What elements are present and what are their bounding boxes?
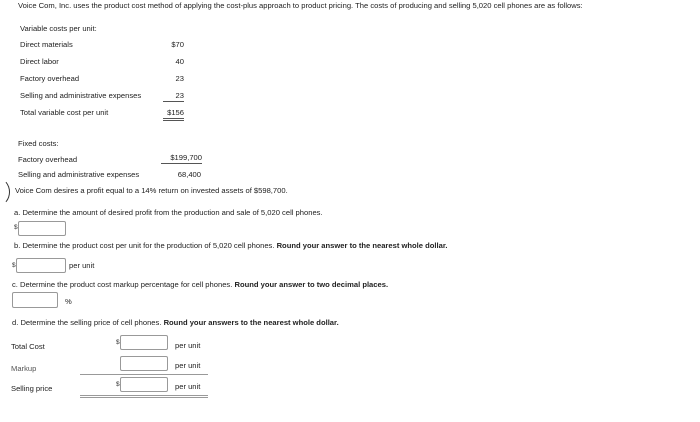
fixed-costs-heading: Fixed costs: <box>18 139 59 148</box>
part-b-dollar: $ <box>12 262 16 269</box>
part-d-instruction: Round your answers to the nearest whole dollar. <box>163 318 339 327</box>
fixed-cost-label: Selling and administrative expenses <box>18 170 140 179</box>
part-c-question-text: c. Determine the product cost markup percentage for cell phones. <box>12 280 233 289</box>
fixed-cost-label: Factory overhead <box>18 155 78 164</box>
total-cost-label: Total Cost <box>11 342 45 351</box>
markup-underline <box>80 374 208 375</box>
part-b-question <box>14 241 447 250</box>
variable-costs-heading: Variable costs per unit: <box>20 24 97 33</box>
part-c-suffix: % <box>65 297 72 306</box>
part-c-instruction: Round your answer to two decimal places. <box>234 280 389 289</box>
variable-cost-label: Direct materials <box>20 40 73 49</box>
selling-price-underline <box>80 397 208 398</box>
total-double-underline <box>163 120 184 121</box>
total-variable-label: Total variable cost per unit <box>20 108 109 117</box>
total-cost-suffix: per unit <box>175 341 201 350</box>
variable-cost-value: 23 <box>175 74 184 83</box>
part-a-dollar: $ <box>14 224 18 231</box>
variable-cost-value: 40 <box>175 57 184 66</box>
subtotal-underline <box>163 101 184 102</box>
selling-price-dollar: $ <box>116 381 120 388</box>
part-b-question-text: b. Determine the product cost per unit for the production of 5,020 cell phones. <box>14 241 275 250</box>
selling-price-suffix: per unit <box>175 382 201 391</box>
part-a-answer-input[interactable] <box>18 221 66 236</box>
part-b-suffix: per unit <box>69 261 95 270</box>
markup-input[interactable] <box>120 356 168 371</box>
profit-text: Voice Com desires a profit equal to a 14% return on invested assets of $598,700. <box>15 186 288 195</box>
selling-price-input[interactable] <box>120 377 168 392</box>
total-cost-dollar: $ <box>116 339 120 346</box>
part-a-question: a. Determine the amount of desired profit from the production and sale of 5,020 cell phones. <box>14 208 323 217</box>
margin-bracket <box>0 178 10 206</box>
part-c-question <box>12 280 388 289</box>
part-c-answer-input[interactable] <box>12 292 58 308</box>
fixed-cost-value: 68,400 <box>177 170 201 179</box>
markup-suffix: per unit <box>175 361 201 370</box>
part-d-question-text: d. Determine the selling price of cell phones. <box>12 318 162 327</box>
intro-text: Voice Com, Inc. uses the product cost method of applying the cost-plus approach to product pricing. The costs of producing and selling 5,020 cell phones are as follows: <box>18 1 583 10</box>
selling-price-underline <box>80 395 208 396</box>
part-b-instruction: Round your answer to the nearest whole dollar. <box>276 241 448 250</box>
part-d-question <box>12 318 339 327</box>
fixed-cost-value: $199,700 <box>170 153 202 162</box>
total-variable-value: $156 <box>167 108 184 117</box>
variable-cost-label: Selling and administrative expenses <box>20 91 142 100</box>
markup-label: Markup <box>11 364 37 373</box>
fixed-underline <box>161 163 202 164</box>
part-b-answer-input[interactable] <box>16 258 66 273</box>
variable-cost-label: Direct labor <box>20 57 59 66</box>
variable-cost-value: 23 <box>175 91 184 100</box>
variable-cost-value: $70 <box>171 40 184 49</box>
selling-price-label: Selling price <box>11 384 53 393</box>
total-double-underline <box>163 118 184 119</box>
variable-cost-label: Factory overhead <box>20 74 80 83</box>
total-cost-input[interactable] <box>120 335 168 350</box>
